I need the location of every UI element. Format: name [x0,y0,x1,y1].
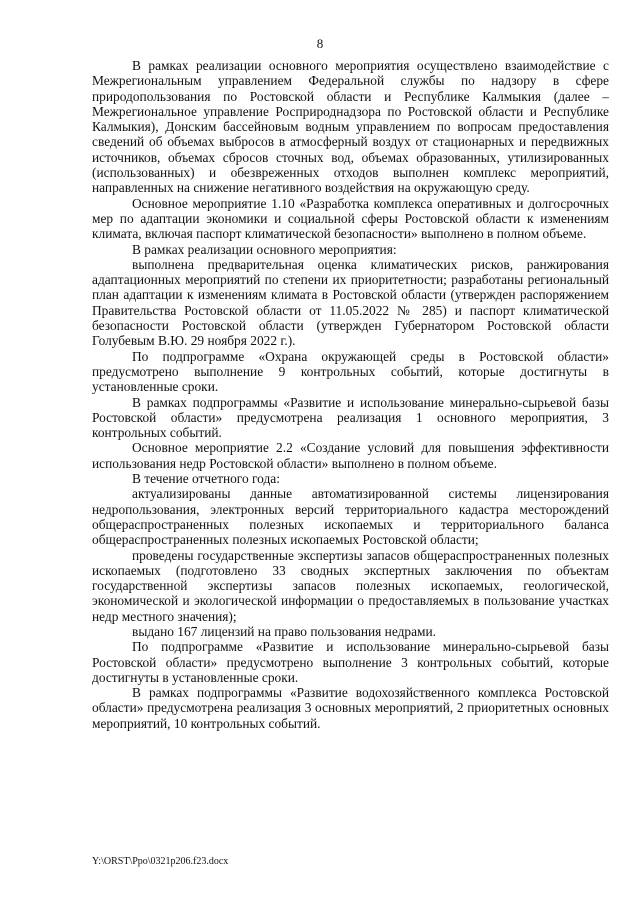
paragraph: выполнена предварительная оценка климатических рисков, ранжирования адаптационных мероприятий по степени их приоритетности; разработаны региональный план адаптации к изменениям климата в Ростовской области (утвержден распоряжением Правительства Ростовской области от 11.05.2022 № 285) и паспорт климатической безопасности Ростовской области (утвержден Губернатором Ростовской области Голубевым В.Ю. 29 ноября 2022 г.). [92,256,609,349]
paragraph: проведены государственные экспертизы запасов общераспространенных полезных ископаемых (подготовлено 33 сводных экспертных заключения по объектам государственной экспертизы запасов полезных ископаемых, геологической, экономической и экологической информации о предоставляемых в пользование участках недр местного значения); [92,547,609,624]
paragraph: Основное мероприятие 2.2 «Создание условий для повышения эффективности использования недр Ростовской области» выполнено в полном объеме. [92,440,609,471]
paragraph: актуализированы данные автоматизированной системы лицензирования недропользования, электронных версий территориального кадастра месторождений общераспространенных полезных ископаемых и территориального баланса общераспространенных полезных ископаемых Ростовской области; [92,486,609,548]
paragraph: выдано 167 лицензий на право пользования недрами. [132,623,437,639]
paragraph: В рамках реализации основного мероприятия: [132,241,397,257]
footer-file-path: Y:\ORST\Ppo\0321p206.f23.docx [92,856,229,867]
page-number: 8 [316,36,324,51]
paragraph: В рамках подпрограммы «Развитие и использование минерально-сырьевой базы Ростовской области» предусмотрена реализация 1 основного мероприятия, 3 контрольных событий. [92,394,609,441]
paragraph: По подпрограмме «Развитие и использование минерально-сырьевой базы Ростовской области» предусмотрено выполнение 3 контрольных событий, которые достигнуты в установленные сроки. [92,639,609,685]
body-text [92,58,609,731]
paragraph: В рамках подпрограммы «Развитие водохозяйственного комплекса Ростовской области» предусмотрена реализация 3 основных мероприятий, 2 приоритетных основных мероприятий, 10 контрольных событий. [92,685,609,731]
paragraph: В рамках реализации основного мероприятия осуществлено взаимодействие с Межрегиональным управлением Федеральной службы по надзору в сфере природопользования по Ростовской области и Республике Калмыкия (далее – Межрегиональное управление Росприроднадзора по Ростовской области и Республике Калмыкия), Донским бассейновым водным управлением по вопросам предоставления сведений об объемах выбросов в атмосферный воздух от стационарных и передвижных источников, объемах сбросов сточных вод, объемах образованных, утилизированных (использованных) и обезвреженных отходов выполнен комплекс мероприятий, направленных на снижение негативного воздействия на окружающую среду. [92,58,609,196]
paragraph: Основное мероприятие 1.10 «Разработка комплекса оперативных и долгосрочных мер по адаптации экономики и социальной сферы Ростовской области к изменениям климата, включая паспорт климатической безопасности» выполнено в полном объеме. [92,195,609,242]
paragraph: По подпрограмме «Охрана окружающей среды в Ростовской области» предусмотрено выполнение 9 контрольных событий, которые достигнуты в установленные сроки. [92,348,609,395]
paragraph: В течение отчетного года: [132,471,280,487]
